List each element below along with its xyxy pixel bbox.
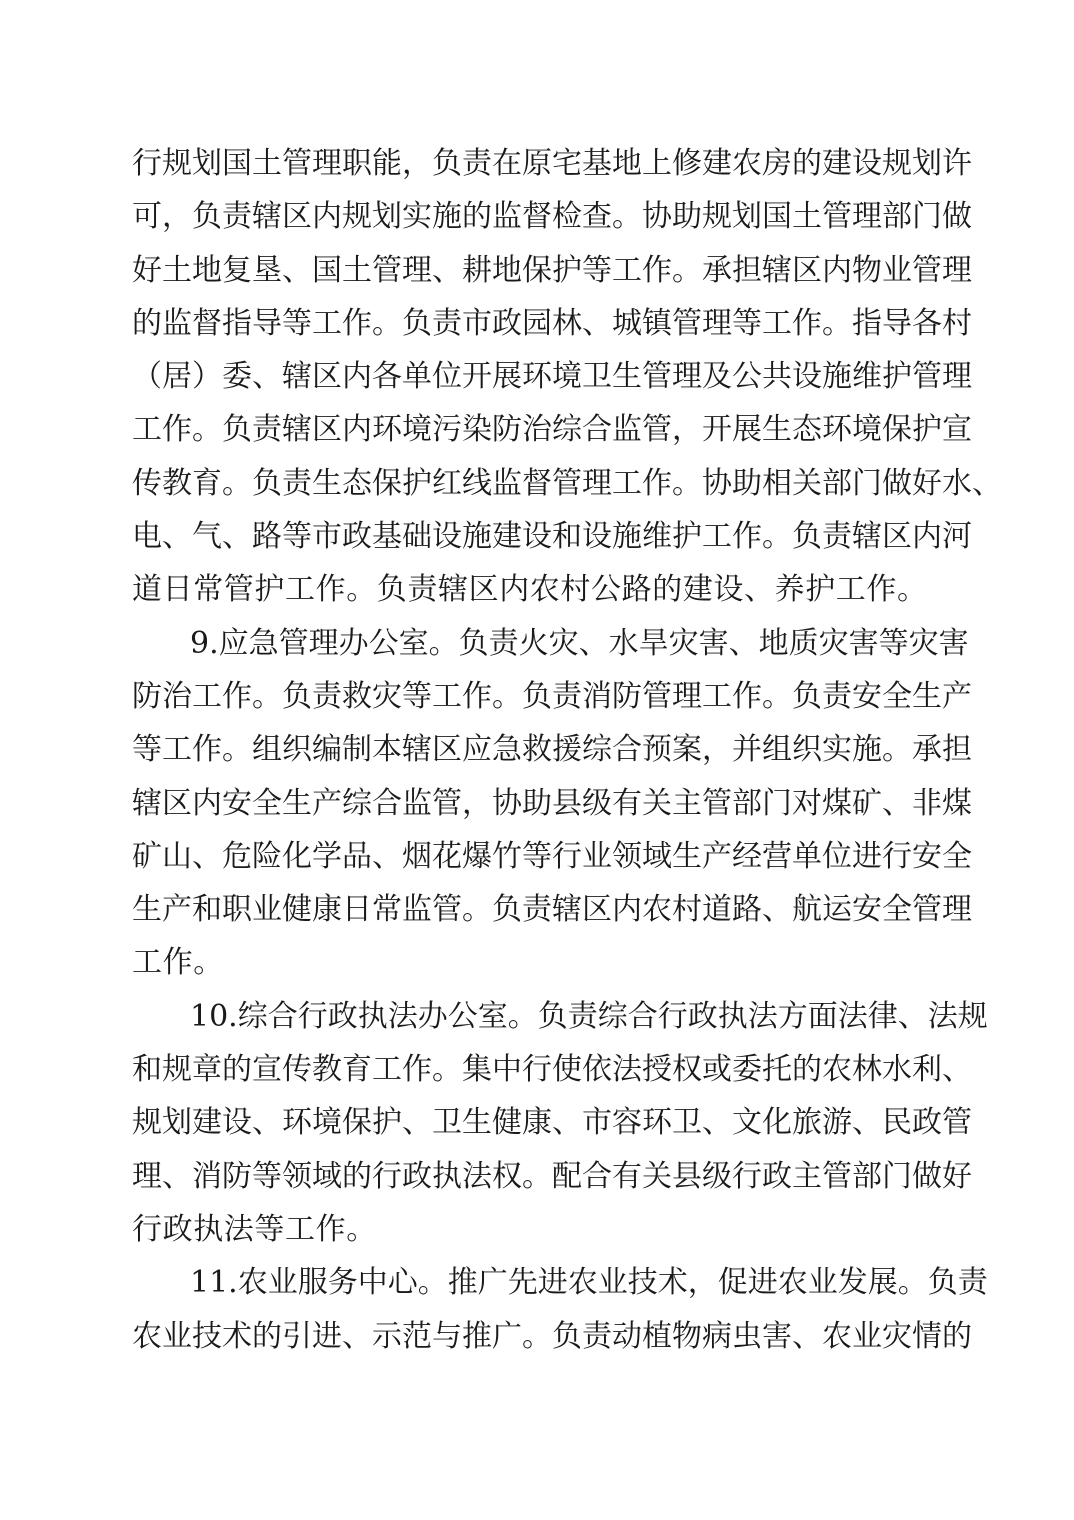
text-line: 工作。负责辖区内环境污染防治综合监管，开展生态环境保护宣 — [132, 412, 972, 448]
text-line: 规划建设、环境保护、卫生健康、市容环卫、文化旅游、民政管 — [132, 1105, 972, 1141]
section-11-heading-line: 11.农业服务中心。推广先进农业技术，促进农业发展。负责 — [190, 1265, 988, 1301]
text-line: 传教育。负责生态保护红线监督管理工作。协助相关部门做好水、 — [132, 465, 1002, 501]
text-line: 道日常管护工作。负责辖区内农村公路的建设、养护工作。 — [132, 572, 928, 608]
text-line: 行政执法等工作。 — [132, 1211, 377, 1247]
text-line: 农业技术的引进、示范与推广。负责动植物病虫害、农业灾情的 — [132, 1318, 972, 1354]
text-line: 可，负责辖区内规划实施的监督检查。协助规划国土管理部门做 — [132, 199, 972, 235]
text-line: 好土地复垦、国土管理、耕地保护等工作。承担辖区内物业管理 — [132, 252, 972, 288]
text-line: 和规章的宣传教育工作。集中行使依法授权或委托的农林水利、 — [132, 1052, 972, 1088]
text-line: 电、气、路等市政基础设施建设和设施维护工作。负责辖区内河 — [132, 519, 972, 555]
text-line: 工作。 — [132, 945, 224, 981]
text-line: 理、消防等领域的行政执法权。配合有关县级行政主管部门做好 — [132, 1158, 972, 1194]
section-10-heading-line: 10.综合行政执法办公室。负责综合行政执法方面法律、法规 — [190, 998, 988, 1034]
text-line: （居）委、辖区内各单位开展环境卫生管理及公共设施维护管理 — [132, 359, 972, 395]
text-line: 行规划国土管理职能，负责在原宅基地上修建农房的建设规划许 — [132, 146, 972, 181]
section-9-heading-line: 9.应急管理办公室。负责火灾、水旱灾害、地质灾害等灾害 — [190, 625, 969, 661]
text-line: 生产和职业健康日常监管。负责辖区内农村道路、航运安全管理 — [132, 892, 972, 928]
document-body — [132, 137, 1002, 1363]
text-line: 的监督指导等工作。负责市政园林、城镇管理等工作。指导各村 — [132, 305, 972, 341]
text-line: 辖区内安全生产综合监管，协助县级有关主管部门对煤矿、非煤 — [132, 785, 972, 821]
text-line: 等工作。组织编制本辖区应急救援综合预案，并组织实施。承担 — [132, 732, 972, 768]
text-line: 矿山、危险化学品、烟花爆竹等行业领域生产经营单位进行安全 — [132, 838, 972, 874]
text-line: 防治工作。负责救灾等工作。负责消防管理工作。负责安全生产 — [132, 678, 972, 714]
